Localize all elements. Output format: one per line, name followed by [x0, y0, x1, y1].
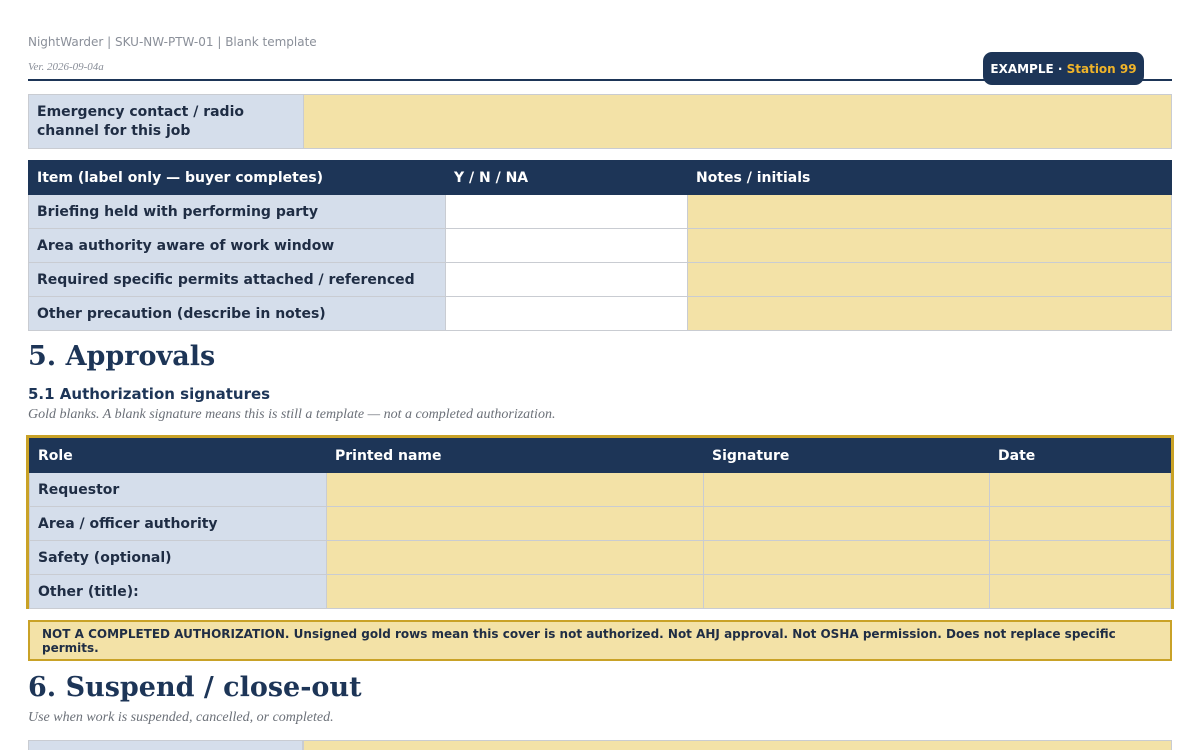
closeout-heading: 6. Suspend / close-out: [28, 672, 362, 703]
printed-name-field[interactable]: [327, 575, 704, 609]
approvals-heading: 5. Approvals: [28, 341, 216, 372]
col-header-notes: Notes / initials: [688, 161, 1172, 195]
table-row: [30, 575, 1171, 609]
date-field[interactable]: [990, 541, 1171, 575]
role-label: Other (title):: [30, 575, 327, 609]
col-header-item: Item (label only — buyer completes): [29, 161, 446, 195]
document-header: [28, 0, 1172, 81]
col-header-printed-name: Printed name: [327, 439, 704, 473]
closeout-row-partial: [28, 740, 1172, 750]
badge-example-label: EXAMPLE ·: [990, 61, 1067, 76]
table-row: [29, 297, 1172, 331]
date-field[interactable]: [990, 575, 1171, 609]
checklist-header-row: [29, 161, 1172, 195]
col-header-role: Role: [30, 439, 327, 473]
col-header-ynna: Y / N / NA: [446, 161, 688, 195]
emergency-contact-field[interactable]: [304, 95, 1172, 149]
notes-field[interactable]: [688, 263, 1172, 297]
date-field[interactable]: [990, 507, 1171, 541]
table-row: [30, 473, 1171, 507]
printed-name-field[interactable]: [327, 541, 704, 575]
table-row: [29, 263, 1172, 297]
signature-field[interactable]: [704, 575, 990, 609]
table-row: [29, 195, 1172, 229]
date-field[interactable]: [990, 473, 1171, 507]
col-header-date: Date: [990, 439, 1171, 473]
notes-field[interactable]: [688, 229, 1172, 263]
emergency-contact-table: [28, 94, 1172, 149]
ynna-field[interactable]: [446, 263, 688, 297]
checklist-item-label: Required specific permits attached / referenced: [29, 263, 446, 297]
role-label: Safety (optional): [30, 541, 327, 575]
checklist-item-label: Other precaution (describe in notes): [29, 297, 446, 331]
example-station-badge: [983, 52, 1144, 85]
badge-station-label: Station 99: [1066, 61, 1137, 76]
ynna-field[interactable]: [446, 229, 688, 263]
doc-id-text: NightWarder | SKU-NW-PTW-01 | Blank template: [28, 35, 317, 49]
table-row: [30, 507, 1171, 541]
emergency-contact-label: Emergency contact / radio channel for this job: [29, 95, 304, 149]
signatures-table: [29, 438, 1171, 609]
ynna-field[interactable]: [446, 297, 688, 331]
printed-name-field[interactable]: [327, 507, 704, 541]
precaution-checklist-table: [28, 160, 1172, 331]
ynna-field[interactable]: [446, 195, 688, 229]
signature-field[interactable]: [704, 473, 990, 507]
signature-field[interactable]: [704, 541, 990, 575]
table-row: [29, 229, 1172, 263]
signatures-header-row: [30, 439, 1171, 473]
version-text: Ver. 2026-09-04a: [28, 61, 104, 73]
closeout-label-cell: [28, 740, 303, 750]
closeout-note: Use when work is suspended, cancelled, or completed.: [28, 710, 334, 725]
approvals-note: Gold blanks. A blank signature means this is still a template — not a completed authorization.: [28, 407, 556, 422]
checklist-item-label: Briefing held with performing party: [29, 195, 446, 229]
printed-name-field[interactable]: [327, 473, 704, 507]
col-header-signature: Signature: [704, 439, 990, 473]
signature-block: [26, 435, 1174, 609]
closeout-field[interactable]: [303, 740, 1172, 750]
not-authorized-warning: NOT A COMPLETED AUTHORIZATION. Unsigned gold rows mean this cover is not authorized. Not AHJ approval. Not OSHA permission. Does not replace specific permits.: [28, 620, 1172, 661]
checklist-item-label: Area authority aware of work window: [29, 229, 446, 263]
signature-field[interactable]: [704, 507, 990, 541]
notes-field[interactable]: [688, 297, 1172, 331]
emergency-contact-row: [29, 95, 1172, 149]
role-label: Area / officer authority: [30, 507, 327, 541]
role-label: Requestor: [30, 473, 327, 507]
table-row: [30, 541, 1171, 575]
notes-field[interactable]: [688, 195, 1172, 229]
authorization-signatures-subheading: 5.1 Authorization signatures: [28, 385, 271, 403]
